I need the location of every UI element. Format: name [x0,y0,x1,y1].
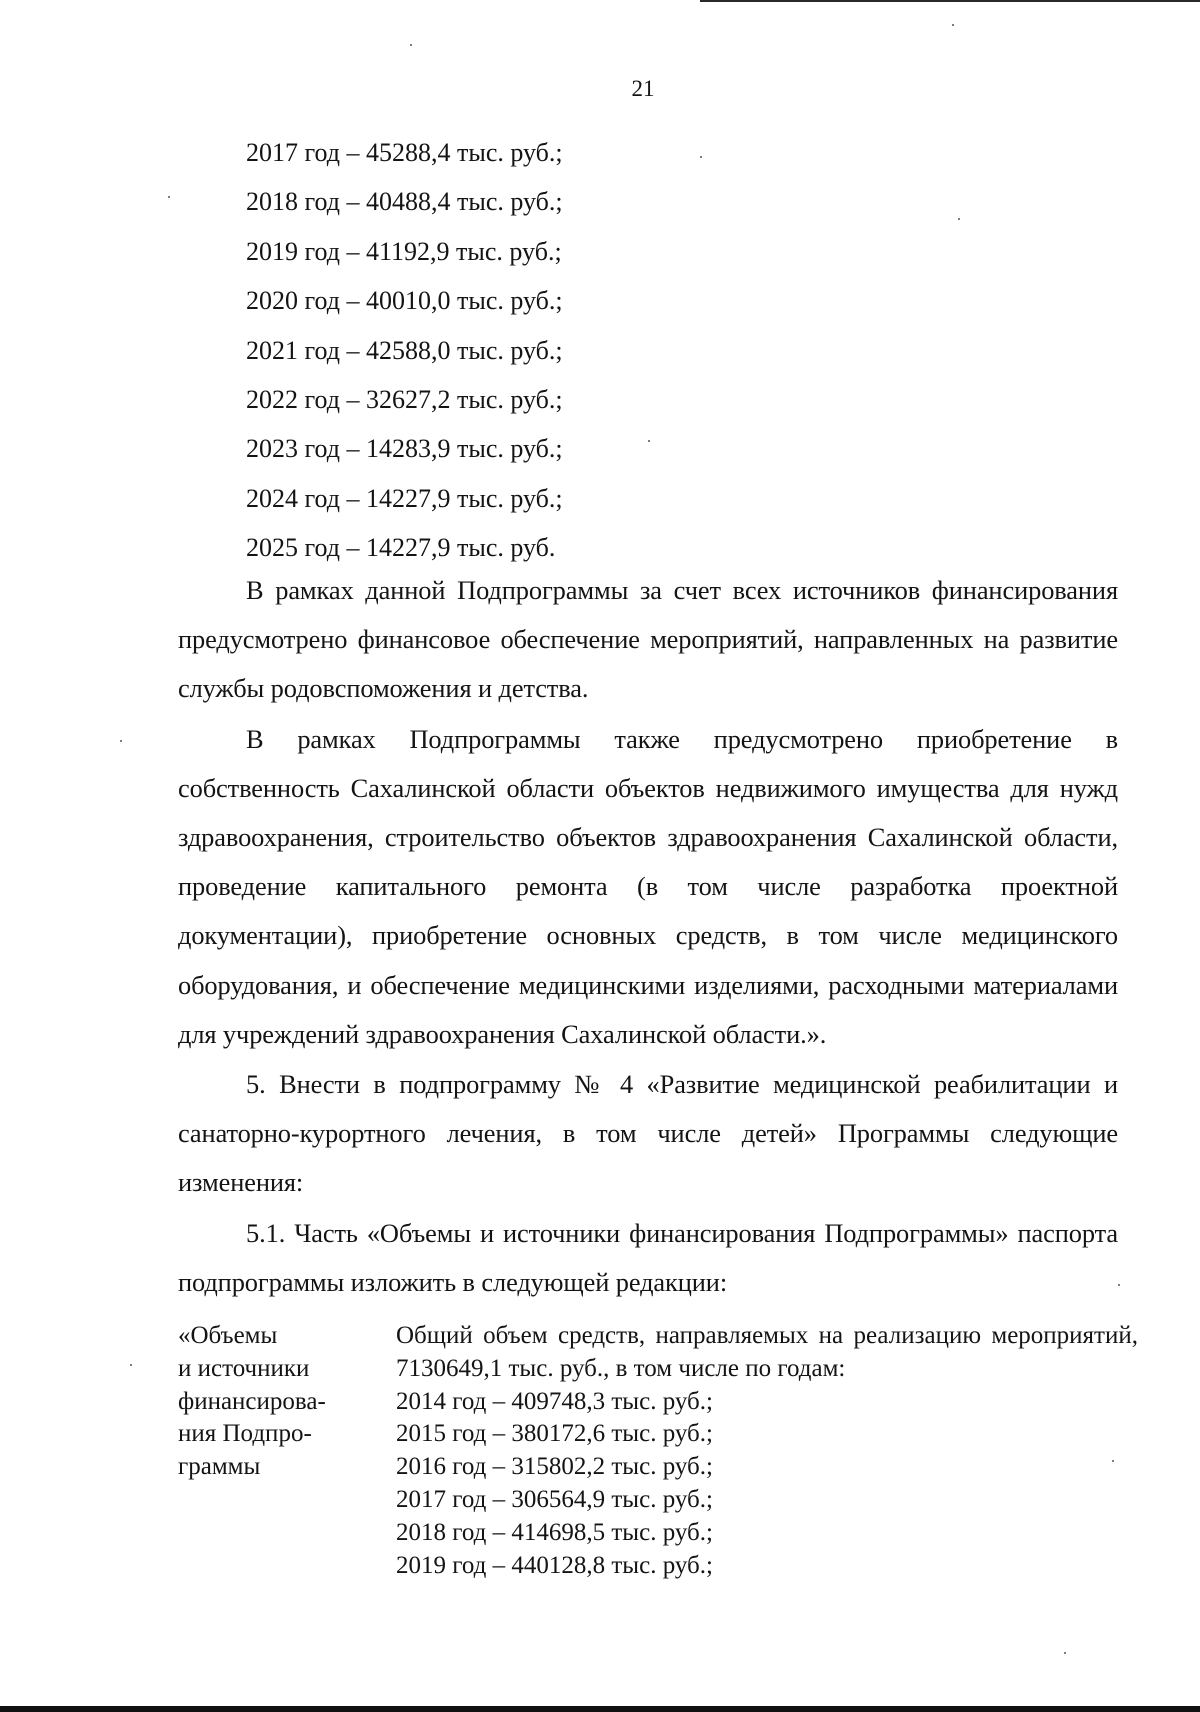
scan-speck [168,196,170,198]
list-item: 2017 год – 306564,9 тыс. руб.; [396,1485,713,1513]
passport-label-cell [178,1320,368,1484]
list-item: 2023 год – 14283,9 тыс. руб.; [246,434,563,464]
list-item: 2019 год – 440128,8 тыс. руб.; [396,1551,713,1579]
scan-speck [120,740,122,742]
scan-top-edge [700,0,1200,2]
passport-label-line: «Объемы [178,1322,278,1349]
list-item: 2020 год – 40010,0 тыс. руб.; [246,286,563,316]
scan-speck [958,218,960,220]
passport-label-line: граммы [178,1453,261,1481]
paragraph-funding-sources: В рамках данной Подпрограммы за счет всех источников финансирования предусмотрено финансовое обеспечение мероприятий, направленных на развитие службы родовспоможения и детства. [178,575,1118,704]
scan-speck [700,156,702,158]
scan-bottom-edge [0,1706,1200,1712]
list-item: 2025 год – 14227,9 тыс. руб. [246,533,556,563]
passport-content-cell [396,1320,1138,1582]
scan-speck [1112,1460,1114,1462]
passport-intro: Общий объем средств, направляемых на реализацию мероприятий, 7130649,1 тыс. руб., в том числе по годам: [396,1322,1138,1382]
scan-speck [648,440,650,442]
passport-label-line: ния Подпро- [178,1420,312,1448]
passport-label-line: и источники [178,1354,310,1382]
funding-year-list [246,128,946,573]
scan-speck [952,24,954,26]
scan-speck [130,1364,132,1366]
list-item: 2018 год – 40488,4 тыс. руб.; [246,187,563,217]
scan-speck [1118,1284,1120,1286]
list-item: 2019 год – 41192,9 тыс. руб.; [246,236,562,266]
paragraph-amendment-5-1: 5.1. Часть «Объемы и источники финансирования Подпрограммы» паспорта подпрограммы изложить в следующей редакции: [178,1217,1118,1297]
passport-label-line: финансирова- [178,1387,326,1415]
list-item: 2017 год – 45288,4 тыс. руб.; [246,138,563,167]
list-item: 2021 год – 42588,0 тыс. руб.; [246,335,563,365]
list-item: 2024 год – 14227,9 тыс. руб.; [246,483,563,513]
passport-year-list [396,1386,1138,1583]
scan-speck [410,44,412,46]
body-text [178,566,1118,1307]
list-item: 2016 год – 315802,2 тыс. руб.; [396,1453,713,1481]
list-item: 2015 год – 380172,6 тыс. руб.; [396,1420,713,1448]
paragraph-property-acquisition: В рамках Подпрограммы также предусмотрено приобретение в собственность Сахалинской области объектов недвижимого имущества для нужд здравоохранения, строительство объектов здравоохранения Сахалинской области, проведение капитального ремонта (в том числе разработка проектной документации), приобретение основных средств, в том числе медицинского оборудования, и обеспечение медицинскими изделиями, расходными материалами для учреждений здравоохранения Сахалинской области.». [178,723,1118,1049]
paragraph-amendment-5: 5. Внести в подпрограмму № 4 «Развитие медицинской реабилитации и санаторно-курортного лечения, в том числе детей» Программы следующие изменения: [178,1069,1118,1198]
page-number: 21 [631,76,655,101]
list-item: 2014 год – 409748,3 тыс. руб.; [396,1387,713,1415]
scan-speck [1064,1652,1066,1654]
list-item: 2022 год – 32627,2 тыс. руб.; [246,384,563,414]
list-item: 2018 год – 414698,5 тыс. руб.; [396,1518,713,1546]
